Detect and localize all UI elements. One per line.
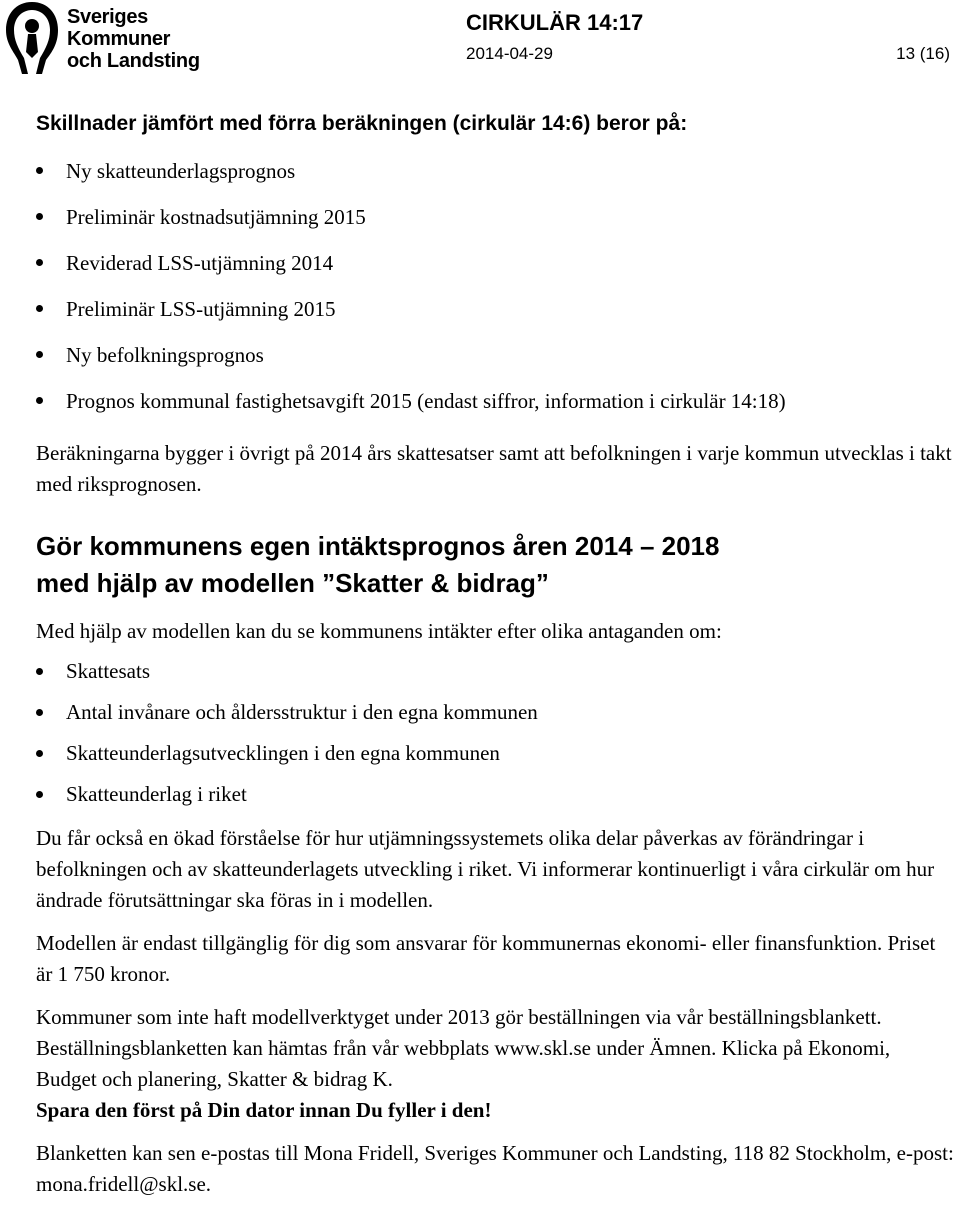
list-item: Ny skatteunderlagsprognos	[36, 148, 956, 194]
bullet-icon	[36, 213, 43, 220]
section1-heading: Skillnader jämfört med förra beräkningen (cirkulär 14:6) beror på:	[36, 112, 688, 135]
skl-emblem-icon	[2, 0, 64, 76]
section1-paragraph: Beräkningarna bygger i övrigt på 2014 års skattesatser samt att befolkningen i varje kommun utvecklas i takt med riksprognosen.	[36, 441, 952, 496]
save-instruction: Spara den först på Din dator innan Du fyller i den!	[36, 1098, 492, 1122]
list-item: Preliminär LSS-utjämning 2015	[36, 286, 956, 332]
document-body	[36, 112, 956, 1212]
section2-intro: Med hjälp av modellen kan du se kommunens intäkter efter olika antaganden om:	[36, 619, 722, 643]
list-item: Prognos kommunal fastighetsavgift 2015 (endast siffror, information i cirkulär 14:18)	[36, 378, 956, 424]
logo-line-2: Kommuner	[67, 28, 171, 50]
list-item: Skatteunderlagsutvecklingen i den egna kommunen	[36, 733, 956, 774]
skl-logo	[0, 0, 200, 80]
list-item: Ny befolkningsprognos	[36, 332, 956, 378]
logo-wordmark	[67, 6, 200, 72]
bullet-icon	[36, 709, 43, 716]
bullet-icon	[36, 167, 43, 174]
list-item: Skatteunderlag i riket	[36, 774, 956, 815]
bullet-icon	[36, 668, 43, 675]
bullet-icon	[36, 750, 43, 757]
section2-paragraph-3: Kommuner som inte haft modellverktyget under 2013 gör beställningen via vår beställningsblankett. Beställningsblanketten kan hämtas från vår webbplats www.skl.se under Ämnen. Klicka på Ekonomi, Budget och planering, Skatter & bidrag K.	[36, 1005, 891, 1091]
bullet-icon	[36, 351, 43, 358]
list-item: Skattesats	[36, 651, 956, 692]
circular-date: 2014-04-29	[466, 44, 553, 63]
section2-paragraph-2: Modellen är endast tillgänglig för dig som ansvarar för kommunernas ekonomi- eller finansfunktion. Priset är 1 750 kronor.	[36, 931, 936, 986]
list-item: Antal invånare och åldersstruktur i den egna kommunen	[36, 692, 956, 733]
section2-paragraph-4: Blanketten kan sen e-postas till Mona Fridell, Sveriges Kommuner och Landsting, 118 82 Stockholm, e-post: mona.fridell@skl.se.	[36, 1141, 954, 1196]
changes-list	[36, 148, 956, 424]
section2-heading-line-2: med hjälp av modellen ”Skatter & bidrag”	[36, 568, 549, 598]
page-number: 13 (16)	[896, 44, 950, 63]
assumptions-list	[36, 651, 956, 815]
bullet-icon	[36, 305, 43, 312]
list-item: Reviderad LSS-utjämning 2014	[36, 240, 956, 286]
logo-line-1: Sveriges	[67, 6, 148, 28]
section2-heading-line-1: Gör kommunens egen intäktsprognos åren 2014 – 2018	[36, 531, 720, 561]
bullet-icon	[36, 259, 43, 266]
logo-line-3: och Landsting	[67, 50, 200, 72]
bullet-icon	[36, 397, 43, 404]
list-item: Preliminär kostnadsutjämning 2015	[36, 194, 956, 240]
section2-heading	[36, 528, 956, 602]
section2-paragraph-1: Du får också en ökad förståelse för hur utjämningssystemets olika delar påverkas av förändringar i befolkningen och av skatteunderlagets utveckling i riket. Vi informerar kontinuerligt i våra cirkulär om hur ändrade förutsättningar ska föras in i modellen.	[36, 826, 935, 912]
bullet-icon	[36, 791, 43, 798]
circular-title: CIRKULÄR 14:17	[466, 10, 644, 35]
